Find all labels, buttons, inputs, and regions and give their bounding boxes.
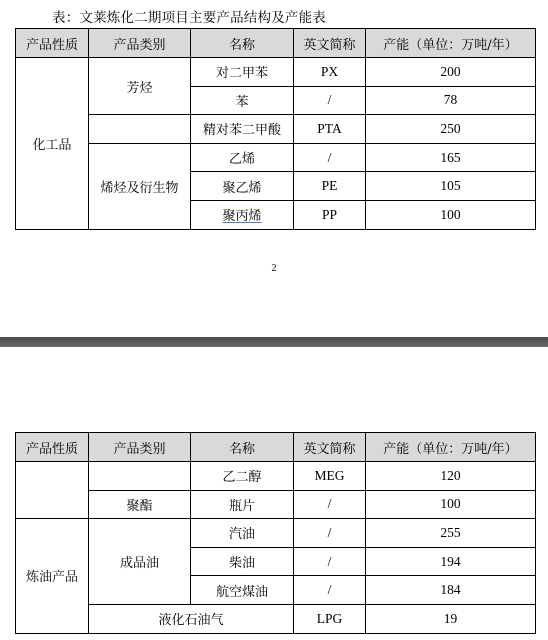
product-category-cell: 成品油 <box>89 519 191 605</box>
name-cell: 乙二醇 <box>191 462 294 491</box>
table-row <box>16 519 536 548</box>
abbr-cell: MEG <box>294 462 366 491</box>
page-separator <box>0 337 548 347</box>
capacity-cell: 165 <box>366 143 536 172</box>
header-english-abbr: 英文简称 <box>294 29 366 58</box>
table-header-row <box>16 29 536 58</box>
product-category-cell-empty <box>89 462 191 491</box>
header-capacity: 产能（单位：万吨/年） <box>366 433 536 462</box>
header-product-category: 产品类别 <box>89 433 191 462</box>
capacity-cell: 200 <box>366 58 536 87</box>
abbr-cell: PP <box>294 200 366 229</box>
product-category-cell: 芳烃 <box>89 58 191 115</box>
header-name: 名称 <box>191 29 294 58</box>
abbr-cell: PTA <box>294 115 366 144</box>
capacity-cell: 105 <box>366 172 536 201</box>
name-cell: 精对苯二甲酸 <box>191 115 294 144</box>
product-category-name-merged-cell: 液化石油气 <box>89 604 294 633</box>
table-caption: 表：文莱炼化二期项目主要产品结构及产能表 <box>52 10 326 26</box>
product-capacity-table-2 <box>15 432 536 634</box>
page-number: 2 <box>271 263 277 274</box>
abbr-cell: PX <box>294 58 366 87</box>
abbr-cell: / <box>294 547 366 576</box>
table-row <box>16 115 536 144</box>
capacity-cell: 100 <box>366 200 536 229</box>
abbr-cell: PE <box>294 172 366 201</box>
table-row <box>16 490 536 519</box>
header-capacity: 产能（单位：万吨/年） <box>366 29 536 58</box>
abbr-cell: / <box>294 143 366 172</box>
header-product-nature: 产品性质 <box>16 29 89 58</box>
name-cell: 航空煤油 <box>191 576 294 605</box>
abbr-cell: / <box>294 576 366 605</box>
table-row <box>16 462 536 491</box>
product-capacity-table-1 <box>15 28 536 230</box>
header-product-category: 产品类别 <box>89 29 191 58</box>
name-cell: 对二甲苯 <box>191 58 294 87</box>
abbr-cell: / <box>294 519 366 548</box>
product-nature-cell: 化工品 <box>16 58 89 230</box>
capacity-cell: 120 <box>366 462 536 491</box>
name-cell: 瓶片 <box>191 490 294 519</box>
name-link-text[interactable]: 聚丙烯 <box>222 209 262 225</box>
header-english-abbr: 英文简称 <box>294 433 366 462</box>
capacity-cell: 194 <box>366 547 536 576</box>
capacity-cell: 100 <box>366 490 536 519</box>
capacity-cell: 255 <box>366 519 536 548</box>
capacity-cell: 78 <box>366 86 536 115</box>
product-category-cell: 聚酯 <box>89 490 191 519</box>
table-row <box>16 58 536 87</box>
name-cell: 汽油 <box>191 519 294 548</box>
name-cell: 乙烯 <box>191 143 294 172</box>
abbr-cell: / <box>294 86 366 115</box>
table-header-row <box>16 433 536 462</box>
product-category-cell-empty <box>89 115 191 144</box>
header-name: 名称 <box>191 433 294 462</box>
table-row <box>16 143 536 172</box>
product-nature-cell-empty <box>16 462 89 519</box>
name-cell: 聚乙烯 <box>191 172 294 201</box>
abbr-cell: LPG <box>294 604 366 633</box>
capacity-cell: 19 <box>366 604 536 633</box>
capacity-cell: 250 <box>366 115 536 144</box>
table-row <box>16 604 536 633</box>
product-nature-cell: 炼油产品 <box>16 519 89 633</box>
abbr-cell: / <box>294 490 366 519</box>
product-category-cell: 烯烃及衍生物 <box>89 143 191 229</box>
name-cell: 苯 <box>191 86 294 115</box>
name-cell: 柴油 <box>191 547 294 576</box>
capacity-cell: 184 <box>366 576 536 605</box>
name-cell <box>191 200 294 229</box>
header-product-nature: 产品性质 <box>16 433 89 462</box>
